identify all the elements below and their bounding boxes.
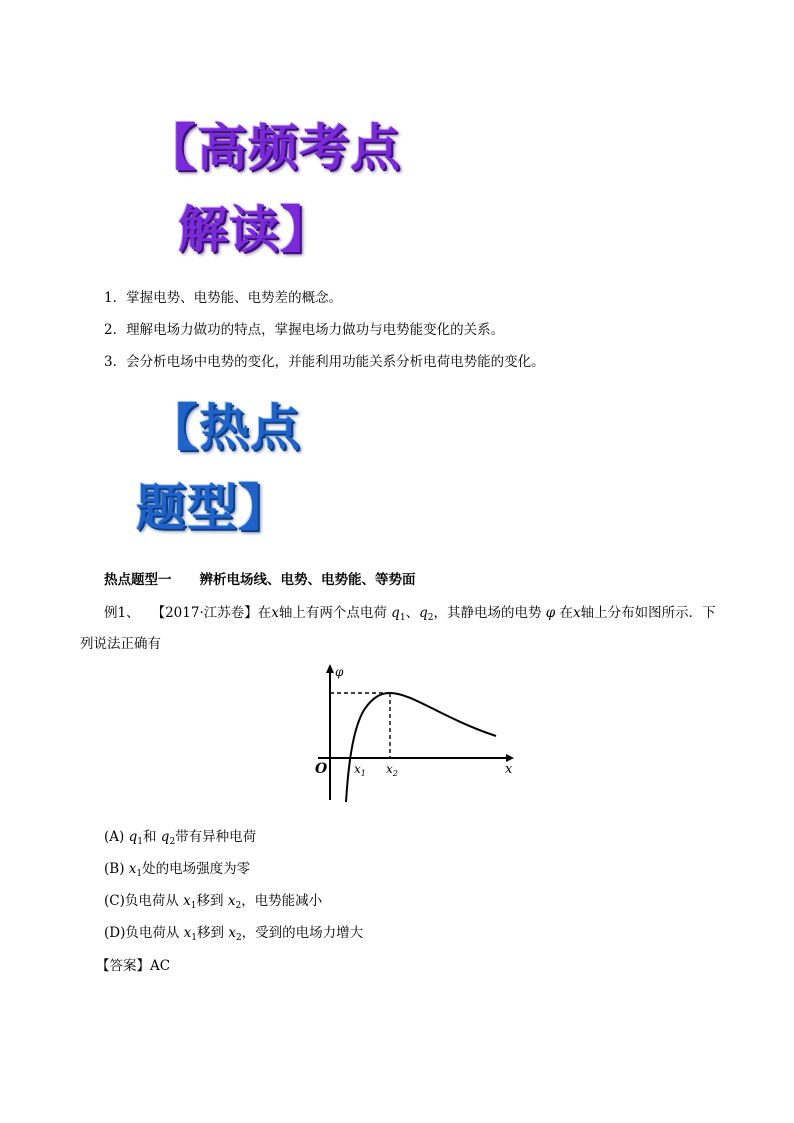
example-question: [104, 603, 716, 623]
potential-curve: [346, 693, 496, 802]
subscript: 1: [190, 901, 197, 911]
var-q: q: [128, 829, 138, 845]
example-text: 轴上有两个点电荷: [278, 605, 387, 621]
example-text: 在: [559, 605, 573, 621]
answer-value: AC: [150, 958, 171, 974]
option-text: ，电势能减小: [241, 893, 323, 909]
answer-label: 【答案】: [96, 958, 150, 974]
x2-sub: 2: [392, 769, 398, 778]
example-text: 在: [257, 605, 272, 621]
subscript: 1: [191, 933, 198, 943]
option-c: [104, 891, 322, 911]
section-heading: [104, 570, 416, 590]
banner-hot-topics-line1: 【热点: [148, 399, 301, 457]
option-text: 移到: [196, 893, 224, 909]
x1-var: x: [354, 762, 361, 776]
subscript: 1: [136, 869, 143, 879]
x1-label: [354, 762, 366, 778]
option-text: ，受到的电场力增大: [241, 925, 364, 941]
option-text: 负电荷从: [125, 925, 180, 941]
origin-label: O: [315, 761, 328, 777]
option-text: 和: [142, 829, 157, 845]
example-question-line2: 列说法正确有: [80, 636, 161, 652]
option-label: (D): [104, 925, 126, 941]
option-text: 移到: [197, 925, 225, 941]
option-d: [104, 923, 363, 943]
var-x: x: [183, 893, 191, 909]
var-x: x: [271, 605, 279, 621]
answer: [96, 956, 170, 976]
x2-var: x: [386, 762, 393, 776]
section-title: 辨析电场线、电势、电势能、等势面: [199, 572, 416, 588]
var-x: x: [227, 893, 236, 909]
x-axis-label: x: [505, 762, 513, 777]
option-a: [104, 827, 256, 847]
option-b: [104, 859, 250, 879]
potential-graph: [312, 660, 518, 805]
var-q: q: [160, 829, 170, 845]
var-x: x: [183, 925, 192, 941]
phi-label: φ: [335, 665, 344, 679]
example-source: 【2017·江苏卷】: [151, 605, 258, 621]
x-axis-arrow: [506, 754, 514, 762]
var-phi: φ: [545, 605, 556, 621]
subscript: 2: [427, 613, 434, 623]
option-text: 负电荷从: [124, 893, 179, 909]
option-text: 带有异种电荷: [175, 829, 257, 845]
point-3: 3．会分析电场中电势的变化，并能利用功能关系分析电荷电势能的变化。: [104, 354, 545, 370]
section-label: 热点题型一: [104, 572, 172, 588]
subscript: 2: [235, 901, 242, 911]
var-x: x: [573, 605, 581, 621]
example-text: 轴上分布如图所示．下: [580, 605, 716, 621]
example-prefix: 例1、: [104, 605, 140, 621]
example-text: 、: [405, 605, 420, 621]
var-q: q: [391, 605, 400, 621]
subscript: 1: [137, 837, 143, 847]
example-text: ，其静电场的电势: [433, 605, 542, 621]
var-x: x: [128, 861, 137, 877]
subscript: 2: [169, 837, 176, 847]
point-1: 1．掌握电势、电势能、电势差的概念。: [104, 290, 343, 306]
y-axis-arrow: [326, 664, 334, 673]
x1-sub: 1: [360, 769, 366, 778]
point-2: 2．理解电场力做功的特点，掌握电场力做功与电势能变化的关系。: [104, 322, 505, 338]
banner-hot-topics-line2: 题型】: [136, 479, 289, 537]
banner-high-frequency-line2: 解读】: [178, 201, 331, 259]
subscript: 1: [399, 613, 406, 623]
subscript: 2: [235, 933, 242, 943]
x2-label: [386, 762, 398, 778]
banner-high-frequency-line1: 【高频考点: [146, 119, 401, 177]
var-x: x: [228, 925, 236, 941]
option-label: (B): [104, 861, 125, 877]
option-text: 处的电场强度为零: [142, 861, 251, 877]
var-q: q: [419, 605, 428, 621]
option-label: (A): [104, 829, 125, 845]
option-label: (C): [104, 893, 125, 909]
